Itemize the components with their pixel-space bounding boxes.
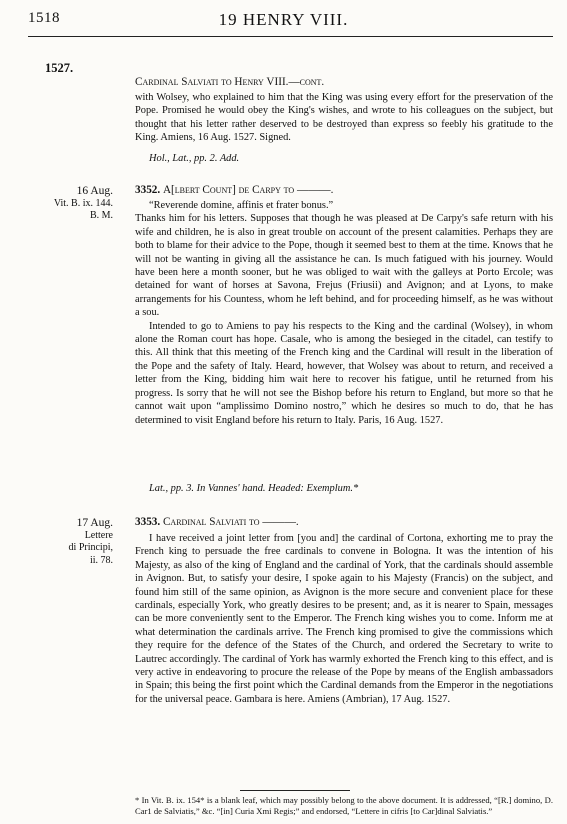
entry-paragraph: Intended to go to Amiens to pay his respects to the King and the cardinal (Wolsey), in whom alone the Roman court has hope. Casale, who is among the besieged in the citadel, can testify to this. All think that this meeting of the French king and the Cardinal will result in the liberation of the Pope and the safety of Italy. Heard, however, that Wolsey was about to return, and received a letter from the King, bidding him wait here to recover his fatigue, until he returned from his progress. Is sorry that he will not see the Bishop before his return to England, but more so that he cannot wait upon “amplissimo Domino nostro,” which he desires so much to do, that he has determined to visit England before his return to Italy. Paris, 16 Aug. 1527. bbox=[135, 320, 553, 426]
entry-title: A[lbert Count] de Carpy to ———. bbox=[162, 184, 334, 196]
entry-note: Lat., pp. 3. In Vannes' hand. Headed: Exemplum.* bbox=[149, 483, 359, 494]
entry-paragraph: with Wolsey, who explained to him that the King was using every effort for the preservation of the Pope. Promised he would obey the King's wishes, and wrote to his colleagues on the subject, but thought that his letter rather deserved to be destroyed than express so feebly his gratitude to the King. Amiens, 16 Aug. 1527. Signed. bbox=[135, 92, 553, 144]
entry-note: Hol., Lat., pp. 2. Add. bbox=[149, 153, 240, 164]
entry-date: 17 Aug. bbox=[76, 517, 113, 529]
entry-paragraph: I have received a joint letter from [you and] the cardinal of Cortona, exhorting me to pray the French king to persuade the free cardinals to convene in Bologna. It was the intention of his Majesty, as also of the king of England and the cardinal of York, that the cardinals should assemble in Avignon. But, to satisfy your desire, I spoke again to his Majesty (Francis) on the subject, and found him still of the same opinion, as Avignon is the more secure and convenient place for these cardinals, especially York, who greatly desires to be present; and, as it is nearer to Spain, messages can be more conveniently sent to the Emperor. The French king wishes you to come. Inform me at what determination the cardinals arrive. The French king promised to give the commissions which they require for the defence of the States of the Church, and ordered the Secretary to write to Lautrec accordingly. The cardinal of York has warmly exhorted the French king to this effect, and is very active in endeavoring to procure the release of the Pope by means of the English ambassadors in Spain; this being the first point which the Cardinal demands from the Emperor in the negotiations for the universal peace. Gambara is here. Amiens (Ambrian), 17 Aug. 1527. bbox=[135, 533, 553, 705]
margin-notes bbox=[18, 185, 113, 223]
entry-date: 16 Aug. bbox=[76, 185, 113, 197]
entry-body bbox=[135, 199, 553, 427]
entry-paragraph: Thanks him for his letters. Supposes that though he was pleased at De Carpy's safe return with his wife and children, he is also in great trouble on account of the present calamities. Perhaps they are both to blame for their advice to the Pope, though it seemed best to them at the time. Knows that he will not be wanting in giving all the assistance he can. Is much fatigued with his journey. Would have been here a month sooner, but he was obliged to wait with the galleys at Porto Ercole; was detained for want of horses at Savona, Frejus (Friusii) and Avignon; and at Lyons, to make arrangements for his Countess, whom he left behind, and for proceeding himself, as he was without a sou. bbox=[135, 213, 553, 319]
source-reference: ii. 78. bbox=[89, 554, 113, 566]
year-label: 1527. bbox=[45, 61, 74, 75]
salutation: “Reverende domine, affinis et frater bonus.” bbox=[149, 200, 334, 211]
header-rule bbox=[28, 36, 553, 37]
footnote-rule bbox=[240, 790, 350, 791]
entry-body bbox=[135, 91, 553, 145]
source-reference: Vit. B. ix. 144. bbox=[53, 197, 113, 209]
entry-number: 3352. bbox=[135, 184, 161, 196]
entry-heading-continued: Cardinal Salviati to Henry VIII.—cont. bbox=[135, 76, 325, 88]
source-reference: di Principi, bbox=[68, 542, 113, 553]
footnote: * In Vit. B. ix. 154* is a blank leaf, which may possibly belong to the above document. It is addressed, “[R.] domino, D. Car1 de Salviatis,” &c. “[in] Curia Xmi Regis;” and endorsed, “Lettere in cifris [to Car]dinal Salviatis.” bbox=[135, 795, 553, 816]
entry-title: Cardinal Salviati to ———. bbox=[162, 516, 299, 528]
source-reference: B. M. bbox=[89, 210, 113, 221]
source-reference: Lettere bbox=[84, 529, 113, 541]
margin-notes bbox=[18, 517, 113, 567]
entry-number: 3353. bbox=[135, 516, 161, 528]
page-number: 1518 bbox=[28, 10, 60, 26]
running-title: 19 HENRY VIII. bbox=[218, 10, 349, 29]
entry-heading bbox=[135, 516, 299, 528]
entry-heading bbox=[135, 184, 333, 196]
entry-body bbox=[135, 532, 553, 706]
